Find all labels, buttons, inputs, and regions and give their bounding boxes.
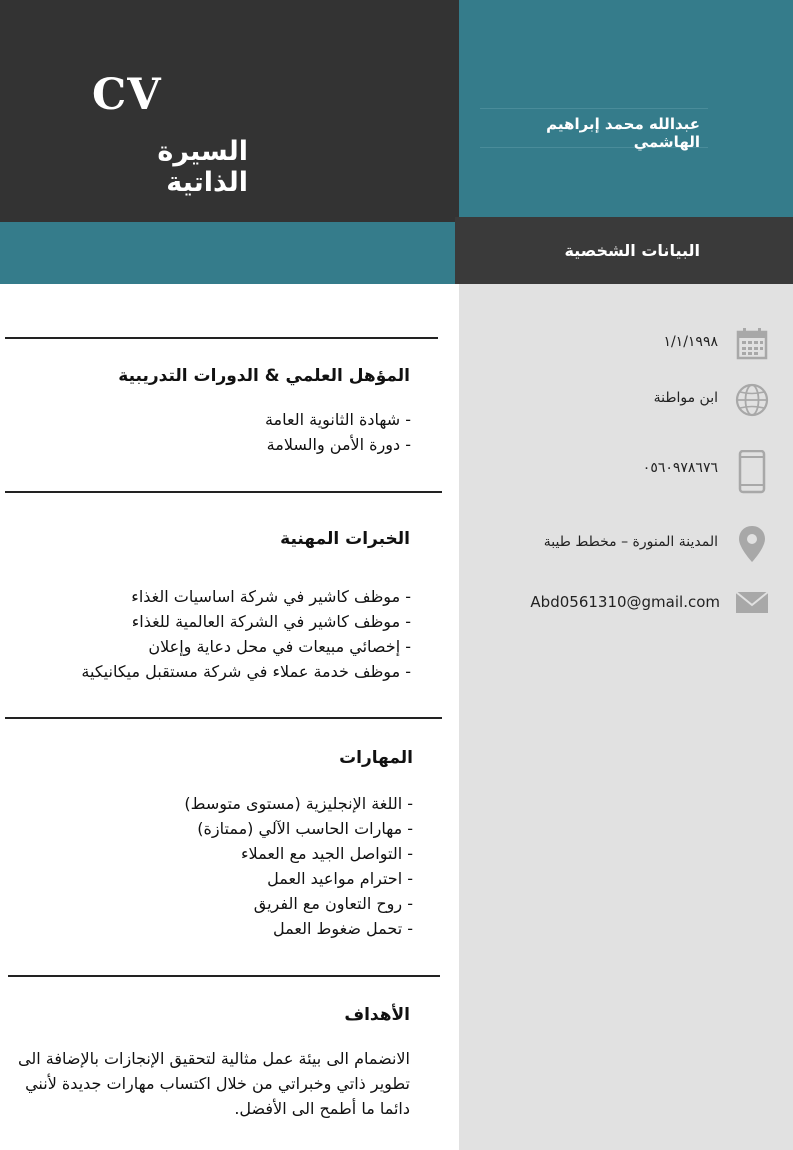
section-divider [5, 717, 442, 719]
list-item: - شهادة الثانوية العامة [264, 410, 411, 429]
location-pin-icon [734, 524, 770, 564]
person-name: عبدالله محمد إبراهيم الهاشمي [546, 115, 700, 151]
list-item: - إخصائي مبيعات في محل دعاية وإعلان [148, 637, 411, 656]
cv-arabic-title: السيرة الذاتية [157, 136, 248, 198]
list-item: - موظف خدمة عملاء في شركة مستقبل ميكانيكية [81, 662, 411, 681]
experience-title: الخبرات المهنية [280, 529, 410, 549]
list-item: - موظف كاشير في شركة اساسيات الغذاء [131, 587, 411, 606]
personal-section-title: البيانات الشخصية [564, 241, 700, 260]
envelope-icon [734, 584, 770, 620]
goals-title: الأهداف [344, 1005, 410, 1025]
section-divider [5, 337, 438, 339]
list-item: - اللغة الإنجليزية (مستوى متوسط) [184, 794, 413, 813]
experience-list [81, 584, 411, 684]
list-item: - موظف كاشير في الشركة العالمية للغذاء [131, 612, 411, 631]
skills-list [184, 791, 413, 941]
list-item: - التواصل الجيد مع العملاء [241, 844, 413, 863]
section-divider [8, 975, 440, 977]
goals-paragraph: الانضمام الى بيئة عمل مثالية لتحقيق الإنجازات بالإضافة الى تطوير ذاتي وخبراتي من خلال اكتساب مهارات جديدة لأنني دائما ما أطمح الى الأفضل. [18, 1049, 410, 1118]
calendar-icon [734, 326, 770, 362]
birth-date: ١/١/١٩٩٨ [663, 334, 718, 350]
list-item: - مهارات الحاسب الآلي (ممتازة) [197, 819, 413, 838]
phone-row [470, 448, 790, 488]
list-item: - روح التعاون مع الفريق [253, 894, 413, 913]
email-address[interactable]: Abd0561310@gmail.com [530, 593, 720, 611]
email-row [470, 582, 790, 622]
section-divider [5, 491, 442, 493]
address: المدينة المنورة – مخطط طيبة [543, 534, 718, 550]
education-list [265, 407, 411, 457]
education-title: المؤهل العلمي & الدورات التدريبية [118, 366, 410, 386]
cv-label: CV [92, 70, 162, 120]
address-row [470, 522, 790, 562]
nationality-row [470, 380, 790, 420]
list-item: - احترام مواعيد العمل [267, 869, 413, 888]
skills-title: المهارات [339, 748, 413, 768]
globe-icon [734, 382, 770, 418]
nationality: ابن مواطنة [653, 390, 718, 406]
teal-band [0, 222, 455, 284]
list-item: - دورة الأمن والسلامة [266, 435, 411, 454]
list-item: - تحمل ضغوط العمل [273, 919, 413, 938]
birth-date-row [470, 324, 790, 364]
phone-number: ٠٥٦٠٩٧٨٦٧٦ [642, 460, 718, 476]
phone-icon [734, 450, 770, 494]
